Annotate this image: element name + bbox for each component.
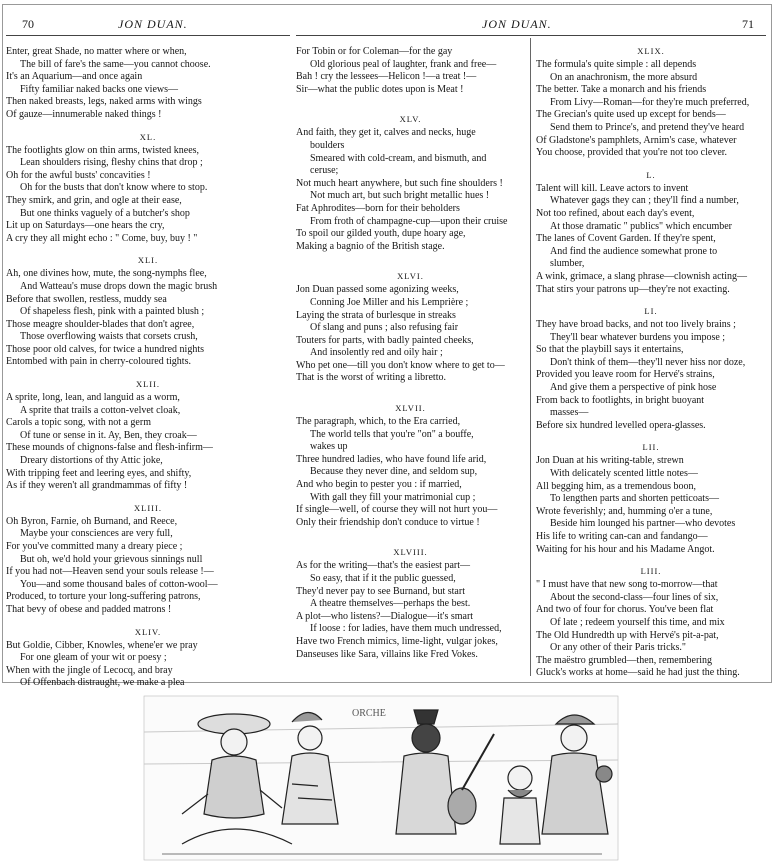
verse-line: The footlights glow on thin arms, twisted knees, (6, 144, 200, 156)
verse-line: wakes up (310, 441, 348, 453)
stanza (296, 114, 525, 253)
stanza (6, 255, 290, 369)
stanza-number: XLII. (135, 379, 161, 390)
verse-line: With delicately scented little notes— (550, 468, 698, 480)
verse-line: And two of four for chorus. You've been flat (536, 604, 714, 616)
verse-line: Old glorious peal of laughter, frank and free— (310, 58, 497, 70)
verse-line: The paragraph, which, to the Era carried, (296, 416, 461, 428)
verse-line: And give them a perspective of pink hose (550, 382, 717, 394)
verse-line: masses— (550, 407, 589, 419)
verse-line: Of shapeless flesh, pink with a painted blush ; (20, 306, 205, 318)
verse-line: slumber, (550, 258, 585, 270)
verse-line: If single—well, of course they will not hurt you— (296, 504, 498, 516)
verse-line: Lean shoulders rising, fleshy chins that drop ; (20, 157, 203, 169)
verse-line: Dreary distortions of thy Attic joke, (20, 455, 163, 467)
verse-line: All begging him, as a tremendous boon, (536, 480, 696, 492)
right-running-title: JON DUAN. (482, 17, 552, 31)
right-column-2 (536, 46, 766, 680)
left-column (6, 46, 290, 690)
verse-line: And insolently red and oily hair ; (310, 347, 443, 359)
verse-line: Then naked breasts, legs, naked arms with wings (6, 96, 202, 108)
verse-line: For you've committed many a dreary piece ; (6, 541, 183, 552)
stanza (536, 442, 766, 556)
verse-line: To lengthen parts and shorten petticoats— (550, 493, 719, 505)
verse-line: They have broad backs, and not too lively brains ; (536, 319, 736, 331)
verse-line: Talent will kill. Leave actors to invent (536, 182, 689, 194)
verse-line: They'll bear whatever burdens you impose ; (550, 331, 726, 343)
verse-line: At those dramatic " publics" which encumber (550, 220, 733, 232)
stanza (296, 271, 525, 385)
verse-line: A wink, grimace, a slang phrase—clownish acting— (536, 270, 748, 282)
verse-line: The formula's quite simple : all depends (536, 59, 697, 70)
verse-line: Who pet one—till you don't know where to get to— (296, 359, 505, 371)
verse-line: And faith, they get it, calves and necks, huge (296, 127, 476, 139)
verse-line: Sir—what the public dotes upon is Meat ! (296, 83, 464, 95)
verse-line: With gall they fill your matrimonial cup ; (310, 491, 476, 503)
column-divider (530, 38, 531, 676)
verse-line: A sprite, long, lean, and languid as a worm, (6, 392, 180, 404)
verse-line: Provided you leave room for Hervé's strains, (536, 369, 715, 381)
verse-line: Oh for the awful busts' concavities ! (6, 169, 151, 181)
verse-line: Because they never dine, and seldom sup, (310, 466, 478, 478)
verse-line: The world tells that you're "on" a bouffe, (310, 428, 474, 440)
verse-line: It's an Aquarium—and once again (6, 71, 143, 83)
verse-line: Of late ; redeem yourself this time, and mix (550, 616, 725, 628)
stanza-number: XLVI. (397, 271, 424, 282)
verse-line: With tripping feet and leering eyes, and shifty, (6, 467, 192, 479)
verse-line: Danseuses like Sara, villains like Fred Vokes. (296, 648, 478, 660)
verse-line: To spoil our gilded youth, dupe hoary age, (296, 228, 466, 240)
verse-line: Enter, great Shade, no matter where or when, (6, 46, 187, 57)
stanza-number: L. (646, 169, 656, 180)
header-rule (296, 35, 766, 36)
verse-line: And find the audience somewhat prone to (550, 245, 718, 257)
verse-line: And who begin to pester you : if married, (296, 479, 462, 491)
verse-line: A theatre themselves—perhaps the best. (310, 598, 471, 610)
verse-line: Carols a topic song, with not a germ (6, 417, 151, 429)
verse-line: boulders (310, 139, 345, 151)
verse-line: Fat Aphrodites—born for their beholders (296, 202, 460, 214)
stanza-number: XLIX. (637, 46, 665, 56)
verse-line: Jon Duan at his writing-table, strewn (536, 455, 684, 467)
verse-line: Of gauze—innumerable naked things ! (6, 108, 162, 120)
stanza-number: LI. (644, 306, 658, 317)
stanza (536, 46, 766, 160)
verse-line: The Old Hundredth up with Hervé's pit-a-pat, (536, 629, 719, 641)
verse-line: Have two French mimics, lime-light, vulgar jokes, (296, 635, 498, 647)
verse-line: From froth of champagne-cup—upon their cruise (310, 215, 508, 227)
stanza (296, 403, 525, 529)
verse-line: That is the worst of writing a libretto. (296, 372, 446, 384)
verse-line: You—and some thousand bales of cotton-wool— (20, 578, 218, 590)
verse-line: The maëstro grumbled—then, remembering (536, 654, 713, 666)
stanza (536, 170, 766, 296)
verse-line: Oh for the busts that don't know where to stop. (20, 182, 208, 194)
verse-line: These mounds of chignons-false and flesh-infirm— (6, 442, 213, 454)
verse-line: His life to writing can-can and fandango— (536, 531, 708, 542)
verse-line: Of tune or sense in it. Ay, Ben, they croak— (20, 429, 197, 441)
verse-line: On an anachronism, the more absurd (550, 71, 698, 83)
left-page-number: 70 (22, 17, 34, 31)
verse-line: " I must have that new song to-morrow—that (536, 579, 718, 591)
verse-line: Jon Duan passed some agonizing weeks, (296, 284, 459, 296)
stanza (6, 46, 290, 122)
verse-line: A cry they all might echo : " Come, buy, buy ! " (6, 232, 198, 244)
stanza (536, 306, 766, 432)
verse-line: As for the writing—that's the easiest part— (296, 560, 470, 572)
verse-line: Beside him lounged his partner—who devotes (550, 518, 736, 530)
verse-line: So easy, that if it the public guessed, (310, 573, 456, 584)
verse-line: Those overflowing waists that corsets crush, (20, 331, 198, 343)
verse-line: Of Offenbach distraught, we make a plea (20, 677, 185, 689)
verse-line: When with the jingle of Lecocq, and bray (6, 664, 173, 676)
verse-line: That bevy of obese and padded matrons ! (6, 603, 172, 615)
verse-line: Whatever gags they can ; they'll find a number, (550, 195, 739, 207)
verse-line: They'd never pay to see Burnand, but start (296, 585, 465, 597)
verse-line: A plot—who listens?—Dialogue—it's smart (296, 610, 474, 622)
stanza (6, 379, 290, 493)
verse-line: Lit up on Saturdays—one hears the cry, (6, 220, 165, 232)
verse-line: Maybe your consciences are very full, (20, 528, 173, 540)
orchestra-sign: ORCHE (352, 708, 386, 719)
verse-line: Three hundred ladies, who have found life arid, (296, 453, 487, 465)
verse-line: Not much art, but such bright metallic hues ! (310, 190, 490, 202)
verse-line: Bah ! cry the lessees—Helicon !—a treat !— (296, 71, 477, 83)
verse-line: The Grecian's quite used up except for bends— (536, 109, 726, 121)
stanza-number: XLI. (137, 255, 159, 266)
verse-line: Making a bagnio of the British stage. (296, 240, 445, 252)
verse-line: Laying the strata of burlesque in streaks (296, 309, 456, 321)
verse-line: But oh, we'd hold your grievous sinnings null (20, 553, 203, 565)
verse-line: Oh Byron, Farnie, oh Burnand, and Reece, (6, 515, 178, 527)
verse-line: Only their friendship don't conduce to virtue ! (296, 516, 480, 528)
verse-line: Those meagre shoulder-blades that don't agree, (6, 318, 195, 330)
stanza-number: XLIV. (134, 626, 162, 637)
verse-line: Produced, to torture your long-suffering patrons, (6, 591, 201, 603)
verse-line: Conning Joe Miller and his Lemprière ; (310, 296, 469, 308)
right-page-number: 71 (742, 17, 754, 31)
verse-line: The better. Take a monarch and his friends (536, 84, 707, 96)
stanza-number: XLVII. (395, 403, 426, 414)
verse-line: Ah, one divines how, mute, the song-nymphs flee, (6, 268, 207, 280)
verse-line: The bill of fare's the same—you cannot choose. (20, 58, 211, 70)
stanza-number: XLV. (399, 114, 422, 125)
cartoon-illustration (142, 694, 620, 862)
verse-line: Of Gladstone's pamphlets, Arnim's case, whatever (536, 134, 737, 146)
verse-line: Entombed with pain in cherry-coloured tights. (6, 356, 191, 368)
verse-line: Don't think of them—they'll never hiss nor doze, (550, 356, 746, 368)
stanza (6, 627, 290, 690)
verse-line: From Livy—Roman—for they're much preferred, (550, 96, 750, 108)
verse-line: Touters for parts, with badly painted cheeks, (296, 334, 474, 346)
stanza-number: LIII. (640, 566, 662, 577)
stanza-number: XL. (139, 131, 157, 142)
verse-line: Fifty familiar naked backs one views— (20, 83, 179, 95)
verse-line: ceruse; (310, 165, 339, 177)
right-column-1 (296, 46, 525, 661)
verse-line: The lanes of Covent Garden. If they're spent, (536, 233, 716, 245)
verse-line: They smirk, and grin, and ogle at their ease, (6, 194, 182, 206)
stanza (296, 46, 525, 96)
verse-line: Waiting for his hour and his Madame Angot. (536, 543, 715, 555)
verse-line: But Goldie, Cibber, Knowles, whene'er we pray (6, 639, 198, 651)
stanza-number: XLIII. (134, 502, 162, 513)
verse-line: For Tobin or for Coleman—for the gay (296, 46, 453, 57)
verse-line: A sprite that trails a cotton-velvet cloak, (20, 404, 181, 416)
verse-line: And Watteau's muse drops down the magic brush (20, 280, 218, 292)
stanza (536, 566, 766, 680)
verse-line: Or any other of their Paris tricks." (550, 642, 686, 654)
verse-line: Gluck's works at home—said he had just the thing. (536, 667, 740, 679)
verse-line: Before that swollen, restless, muddy sea (6, 293, 167, 305)
left-page (6, 8, 290, 689)
verse-line: But one thinks vaguely of a butcher's shop (20, 207, 190, 219)
verse-line: Not much heart anywhere, but such fine shoulders ! (296, 177, 503, 189)
verse-line: For one gleam of your wit or poesy ; (20, 652, 167, 664)
verse-line: If you had not—Heaven send your souls release !— (6, 566, 214, 578)
verse-line: Wrote feverishly; and, humming o'er a tune, (536, 505, 713, 517)
verse-line: So that the playbill says it entertains, (536, 344, 684, 356)
right-page (296, 8, 766, 682)
left-running-title: JON DUAN. (118, 17, 188, 31)
verse-line: Of slang and puns ; also refusing fair (310, 322, 459, 334)
verse-line: If loose : for ladies, have them much undressed, (310, 623, 502, 635)
stanza (6, 503, 290, 617)
verse-line: About the second-class—four lines of six, (550, 591, 719, 603)
header-rule (6, 35, 290, 36)
verse-line: Not too refined, about each day's event, (536, 207, 695, 219)
stanza-number: LII. (642, 442, 660, 453)
stanza (6, 132, 290, 246)
verse-line: Send them to Prince's, and pretend they've heard (550, 121, 745, 133)
verse-line: You choose, provided that you're not too clever. (536, 147, 728, 159)
verse-line: As if they weren't all grandmammas of fifty ! (6, 480, 188, 492)
verse-line: Those poor old calves, for twice a hundred nights (6, 343, 205, 355)
stanza (296, 547, 525, 661)
verse-line: Smeared with cold-cream, and bismuth, and (310, 152, 487, 164)
verse-line: From back to footlights, in bright buoyant (536, 394, 705, 406)
verse-line: Before six hundred levelled opera-glasses. (536, 419, 706, 431)
verse-line: That stirs your patrons up—they're not exacting. (536, 283, 730, 295)
stanza-number: XLVIII. (393, 547, 428, 558)
